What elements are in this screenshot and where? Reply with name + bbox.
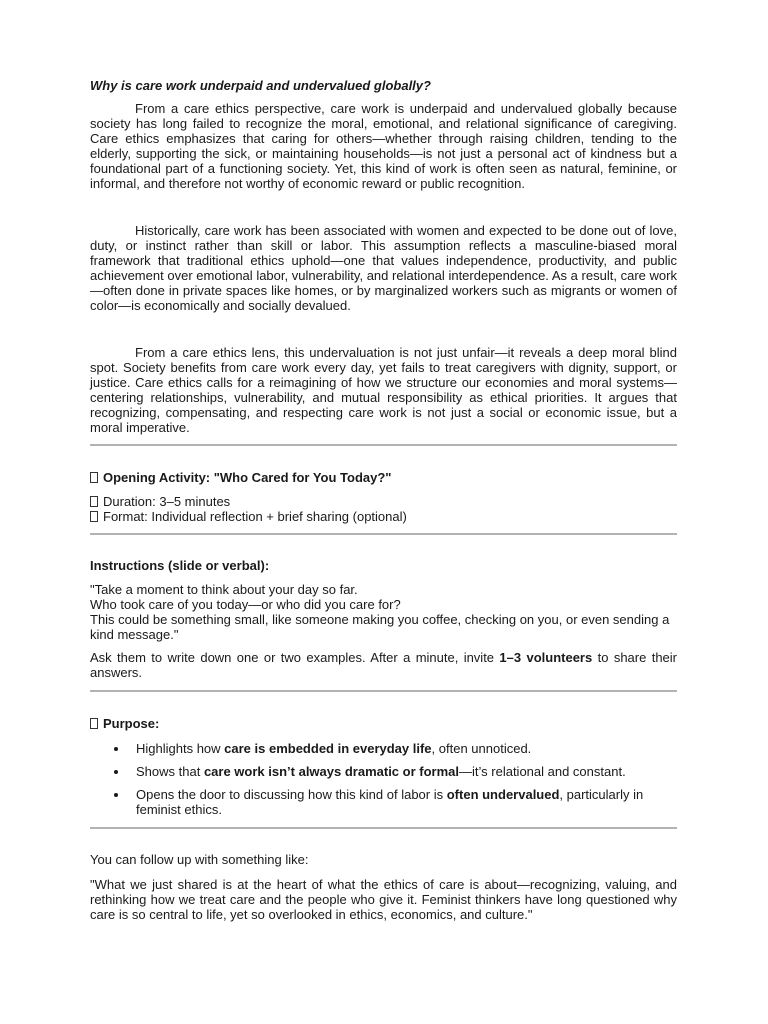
activity-heading-text: Opening Activity: "Who Cared for You Today?": [103, 470, 392, 485]
activity-duration-text: Duration: 3–5 minutes: [103, 494, 231, 509]
quote-line-2: Who took care of you today—or who did you care for?: [90, 597, 401, 612]
activity-duration: [90, 494, 677, 509]
list-item: Highlights how care is embedded in everyday life, often unnoticed.: [90, 741, 677, 756]
instructions-ask: Ask them to write down one or two examples. After a minute, invite 1–3 volunteers to share their answers.: [90, 650, 677, 680]
bullet-icon: [114, 770, 118, 774]
document-title: Why is care work underpaid and undervalued globally?: [90, 78, 431, 93]
purpose-heading-text: Purpose:: [103, 716, 160, 731]
followup-quote: "What we just shared is at the heart of what the ethics of care is about—recognizing, valuing, and rethinking how we treat care and the people who give it. Feminist thinkers have long questioned why care is so central to life, yet so overlooked in ethics, economics, and culture.": [90, 877, 677, 922]
activity-heading: [90, 470, 677, 485]
purpose-list: [90, 741, 677, 817]
quote-line-3: This could be something small, like someone making you coffee, checking on you, or even sending a kind message.": [90, 612, 670, 642]
paragraph-3: From a care ethics lens, this undervaluation is not just unfair—it reveals a deep moral blind spot. Society benefits from care work every day, yet fails to treat caregivers with dignity, support, or justice. Care ethics calls for a reimagining of how we structure our economies and moral systems—centering relationships, vulnerability, and mutual responsibility as ethical priorities. It argues that recognizing, compensating, and respecting care work is not just a social or economic issue, but a moral imperative.: [90, 345, 677, 435]
bullet-icon: [114, 793, 118, 797]
followup-intro: You can follow up with something like:: [90, 852, 309, 867]
document-content: [90, 78, 677, 922]
missing-glyph-icon: [90, 511, 98, 522]
instructions-quote: [90, 582, 677, 642]
quote-line-1: "Take a moment to think about your day so far.: [90, 582, 358, 597]
purpose-heading: [90, 716, 677, 731]
missing-glyph-icon: [90, 496, 98, 507]
missing-glyph-icon: [90, 718, 98, 729]
paragraph-1: From a care ethics perspective, care work is underpaid and undervalued globally because society has long failed to recognize the moral, emotional, and relational significance of caregiving. Care ethics emphasizes that caring for others—whether through raising children, tending to the elderly, supporting the sick, or maintaining households—is not just a personal act of kindness but a foundational part of a functioning society. Yet, this kind of work is often seen as natural, feminine, or informal, and therefore not worthy of economic reward or public recognition.: [90, 101, 677, 191]
instructions-heading: Instructions (slide or verbal):: [90, 558, 270, 573]
bullet-icon: [114, 747, 118, 751]
list-item: Shows that care work isn’t always dramatic or formal—it’s relational and constant.: [90, 764, 677, 779]
activity-format: [90, 509, 677, 524]
missing-glyph-icon: [90, 472, 98, 483]
paragraph-2: Historically, care work has been associated with women and expected to be done out of love, duty, or instinct rather than skill or labor. This assumption reflects a masculine-biased moral framework that traditional ethics uphold—one that values independence, productivity, and public achievement over emotional labor, vulnerability, and relational interdependence. As a result, care work—often done in private spaces like homes, or by marginalized workers such as migrants or women of color—is economically and socially devalued.: [90, 223, 677, 313]
activity-format-text: Format: Individual reflection + brief sharing (optional): [103, 509, 407, 524]
volunteers-emphasis: 1–3 volunteers: [499, 650, 593, 665]
list-item: Opens the door to discussing how this kind of labor is often undervalued, particularly in feminist ethics.: [90, 787, 677, 817]
